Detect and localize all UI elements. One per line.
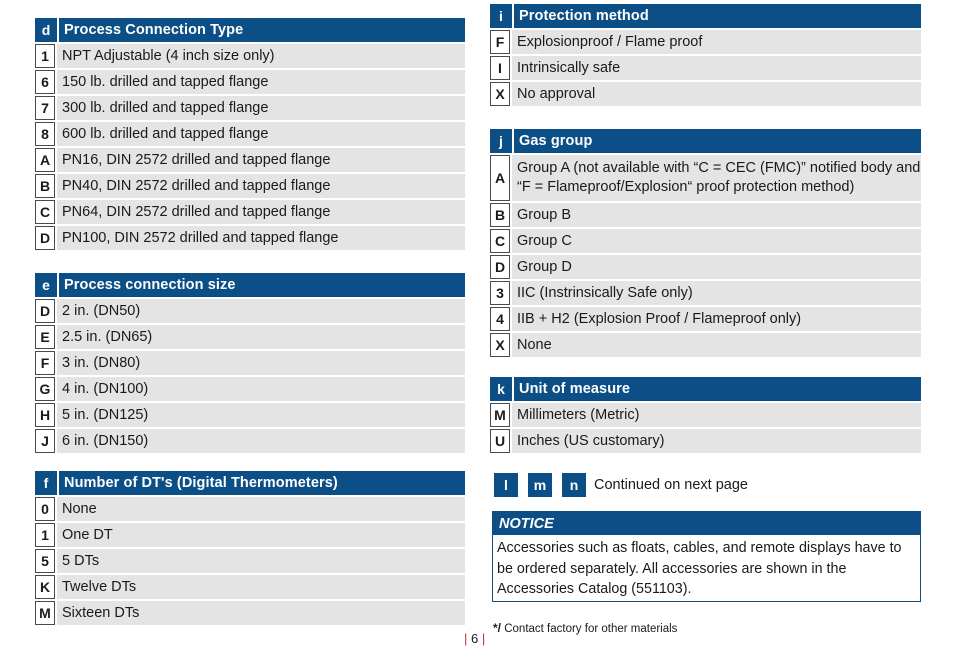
- row-code: 1: [35, 44, 55, 68]
- row-text: IIB + H2 (Explosion Proof / Flameproof only): [512, 307, 921, 331]
- table-title: Protection method: [514, 4, 921, 28]
- row-text: Intrinsically safe: [512, 56, 921, 80]
- table-row: [35, 148, 465, 172]
- row-text: 4 in. (DN100): [57, 377, 465, 401]
- row-code: I: [490, 56, 510, 80]
- table-row: [35, 200, 465, 224]
- table-row: [35, 325, 465, 349]
- row-code: 1: [35, 523, 55, 547]
- continued-text: Continued on next page: [594, 477, 748, 493]
- table-title: Process connection size: [59, 273, 465, 297]
- table-header: [490, 4, 921, 28]
- page-number-divider-right: |: [481, 631, 486, 646]
- row-text: PN100, DIN 2572 drilled and tapped flange: [57, 226, 465, 250]
- table-key: j: [490, 129, 512, 153]
- row-code: 6: [35, 70, 55, 94]
- continued-row: [494, 473, 748, 497]
- row-code: 4: [490, 307, 510, 331]
- table-row: [35, 403, 465, 427]
- table-key: i: [490, 4, 512, 28]
- row-text: 2 in. (DN50): [57, 299, 465, 323]
- row-text: 2.5 in. (DN65): [57, 325, 465, 349]
- row-text: Group D: [512, 255, 921, 279]
- table-row: [490, 255, 921, 279]
- row-code: H: [35, 403, 55, 427]
- table-process-connection-type: [35, 18, 465, 252]
- table-key: d: [35, 18, 57, 42]
- row-text: PN64, DIN 2572 drilled and tapped flange: [57, 200, 465, 224]
- table-row: [35, 351, 465, 375]
- table-number-of-dts: [35, 471, 465, 627]
- table-row: [490, 429, 921, 453]
- row-code: 8: [35, 122, 55, 146]
- footnote-text: Contact factory for other materials: [504, 623, 678, 635]
- row-code: M: [490, 403, 510, 427]
- table-key: f: [35, 471, 57, 495]
- row-text: One DT: [57, 523, 465, 547]
- table-process-connection-size: [35, 273, 465, 455]
- page-number-value: 6: [471, 631, 479, 646]
- row-code: B: [490, 203, 510, 227]
- row-code: E: [35, 325, 55, 349]
- table-row: [490, 281, 921, 305]
- table-row: [490, 333, 921, 357]
- row-text: Sixteen DTs: [57, 601, 465, 625]
- row-text: Millimeters (Metric): [512, 403, 921, 427]
- row-text: Group A (not available with “C = CEC (FMC)” notified body and “F = Flameproof/Explosion“ proof protection method): [512, 155, 921, 201]
- table-header: [35, 273, 465, 297]
- table-row: [35, 601, 465, 625]
- row-code: B: [35, 174, 55, 198]
- notice-title: NOTICE: [493, 512, 920, 535]
- table-row: [35, 174, 465, 198]
- table-row: [35, 497, 465, 521]
- row-text: 300 lb. drilled and tapped flange: [57, 96, 465, 120]
- table-row: [35, 70, 465, 94]
- row-code: 5: [35, 549, 55, 573]
- table-row: [35, 523, 465, 547]
- row-code: U: [490, 429, 510, 453]
- table-header: [490, 129, 921, 153]
- table-row: [490, 307, 921, 331]
- table-header: [35, 471, 465, 495]
- table-row: [490, 403, 921, 427]
- row-code: F: [490, 30, 510, 54]
- row-code: A: [490, 155, 510, 201]
- notice-box: [492, 511, 921, 602]
- table-row: [35, 575, 465, 599]
- table-unit-of-measure: [490, 377, 921, 455]
- table-row: [490, 82, 921, 106]
- table-row: [490, 229, 921, 253]
- row-text: IIC (Instrinsically Safe only): [512, 281, 921, 305]
- table-row: [490, 203, 921, 227]
- table-header: [490, 377, 921, 401]
- table-row: [35, 122, 465, 146]
- footnote-mark: */: [493, 621, 502, 635]
- row-text: Group B: [512, 203, 921, 227]
- row-code: X: [490, 82, 510, 106]
- table-row: [35, 96, 465, 120]
- table-title: Unit of measure: [514, 377, 921, 401]
- page-number: [464, 631, 485, 646]
- table-title: Gas group: [514, 129, 921, 153]
- row-text: 600 lb. drilled and tapped flange: [57, 122, 465, 146]
- footnote: [493, 621, 677, 635]
- row-text: 6 in. (DN150): [57, 429, 465, 453]
- row-code: 0: [35, 497, 55, 521]
- row-code: K: [35, 575, 55, 599]
- table-row: [490, 30, 921, 54]
- page-number-divider-left: |: [464, 631, 468, 646]
- table-row: [35, 226, 465, 250]
- table-row: [35, 299, 465, 323]
- row-text: Twelve DTs: [57, 575, 465, 599]
- table-row: [35, 549, 465, 573]
- row-code: G: [35, 377, 55, 401]
- continued-box-m: m: [528, 473, 552, 497]
- table-row: [35, 429, 465, 453]
- row-text: 5 in. (DN125): [57, 403, 465, 427]
- row-code: D: [35, 226, 55, 250]
- row-text: Inches (US customary): [512, 429, 921, 453]
- row-code: M: [35, 601, 55, 625]
- row-text: 5 DTs: [57, 549, 465, 573]
- row-code: A: [35, 148, 55, 172]
- row-text: 150 lb. drilled and tapped flange: [57, 70, 465, 94]
- table-title: Process Connection Type: [59, 18, 465, 42]
- row-text: PN40, DIN 2572 drilled and tapped flange: [57, 174, 465, 198]
- table-row: [490, 56, 921, 80]
- row-text: None: [57, 497, 465, 521]
- row-code: F: [35, 351, 55, 375]
- table-protection-method: [490, 4, 921, 108]
- notice-body: Accessories such as floats, cables, and remote displays have to be ordered separately. All accessories are shown in the Accessories Catalog (551103).: [497, 540, 902, 597]
- row-code: 3: [490, 281, 510, 305]
- continued-box-l: l: [494, 473, 518, 497]
- row-text: No approval: [512, 82, 921, 106]
- continued-box-n: n: [562, 473, 586, 497]
- table-gas-group: [490, 129, 921, 359]
- table-row: [35, 44, 465, 68]
- row-code: J: [35, 429, 55, 453]
- row-text: 3 in. (DN80): [57, 351, 465, 375]
- row-text: PN16, DIN 2572 drilled and tapped flange: [57, 148, 465, 172]
- table-row: [490, 155, 921, 201]
- table-header: [35, 18, 465, 42]
- row-text: None: [512, 333, 921, 357]
- row-code: C: [490, 229, 510, 253]
- row-code: D: [35, 299, 55, 323]
- table-row: [35, 377, 465, 401]
- row-code: C: [35, 200, 55, 224]
- row-code: D: [490, 255, 510, 279]
- row-text: Explosionproof / Flame proof: [512, 30, 921, 54]
- row-text: Group C: [512, 229, 921, 253]
- row-text: NPT Adjustable (4 inch size only): [57, 44, 465, 68]
- table-key: k: [490, 377, 512, 401]
- row-code: 7: [35, 96, 55, 120]
- row-code: X: [490, 333, 510, 357]
- table-key: e: [35, 273, 57, 297]
- table-title: Number of DT's (Digital Thermometers): [59, 471, 465, 495]
